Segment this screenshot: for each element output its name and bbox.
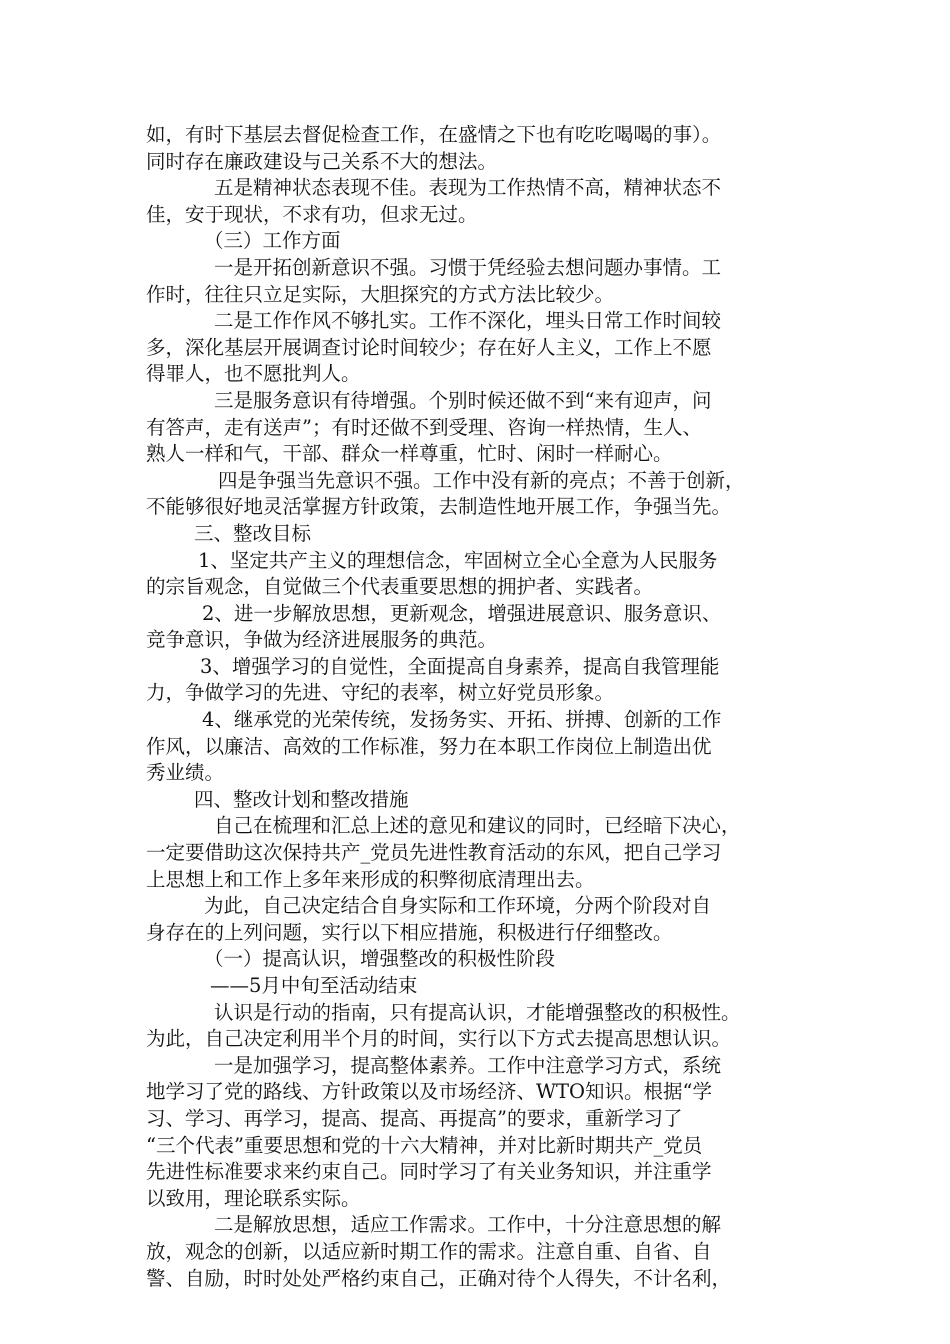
text-line: 一是加强学习，提高整体素养。工作中注意学习方式，系统 (214, 1053, 722, 1077)
text-line: 习、学习、再学习，提高、提高、再提高”的要求，重新学习了 (146, 1106, 683, 1130)
text-line: “三个代表”重要思想和党的十六大精神，并对比新时期共产_党员 (146, 1133, 703, 1157)
text-line: 如，有时下基层去督促检查工作，在盛情之下也有吃吃喝喝的事）。 (146, 123, 722, 146)
text-line: 同时存在廉政建设与己关系不大的想法。 (146, 149, 498, 173)
text-line: 不能够很好地灵活掌握方针政策，去制造性地开展工作，争强当先。 (146, 495, 732, 519)
text-line: 先进性标准要求来约束自己。同时学习了有关业务知识，并注重学 (146, 1160, 712, 1184)
text-line: 自己在梳理和汇总上述的意见和建议的同时，已经暗下决心， (214, 814, 741, 838)
text-line: 熟人一样和气，干部、群众一样尊重，忙时、闲时一样耐心。 (146, 442, 673, 466)
text-line: 一是开拓创新意识不强。习惯于凭经验去想问题办事情。工 (214, 255, 722, 279)
text-line: （一）提高认识，增强整改的积极性阶段 (204, 947, 556, 971)
text-line: 四是争强当先意识不强。工作中没有新的亮点；不善于创新， (218, 468, 745, 492)
text-line: 认识是行动的指南，只有提高认识，才能增强整改的积极性。 (214, 1000, 741, 1024)
text-line: 三是服务意识有待增强。个别时候还做不到“来有迎声，问 (214, 388, 712, 412)
text-line: 以致用，理论联系实际。 (146, 1186, 361, 1210)
text-line: 竞争意识，争做为经济进展服务的典范。 (146, 628, 498, 652)
text-line: 的宗旨观念，自觉做三个代表重要思想的拥护者、实践者。 (146, 575, 654, 599)
text-line: 3、增强学习的自觉性，全面提高自身素养，提高自我管理能 (200, 654, 720, 678)
text-line: 有答声，走有送声”；有时还做不到受理、咨询一样热情，生人、 (146, 415, 702, 439)
text-line: 身存在的上列问题，实行以下相应措施，积极进行仔细整改。 (146, 920, 673, 944)
text-line: 四、整改计划和整改措施 (194, 787, 409, 811)
text-line: 作风，以廉洁、高效的工作标准，努力在本职工作岗位上制造出优 (146, 734, 712, 758)
text-line: ——5月中旬至活动结束 (210, 974, 418, 997)
text-line: （三）工作方面 (204, 229, 341, 253)
text-line: 上思想上和工作上多年来形成的积弊彻底清理出去。 (146, 867, 595, 891)
text-line: 为此，自己决定结合自身实际和工作环境，分两个阶段对自 (204, 894, 712, 918)
text-line: 二是解放思想，适应工作需求。工作中，十分注意思想的解 (214, 1213, 722, 1237)
text-line: 一定要借助这次保持共产_党员先进性教育活动的东风，把自己学习 (146, 841, 722, 865)
text-line: 2、进一步解放思想，更新观念，增强进展意识、服务意识、 (202, 601, 722, 625)
text-line: 力，争做学习的先进、守纪的表率，树立好党员形象。 (146, 681, 615, 705)
text-line: 作时，往往只立足实际，大胆探究的方式方法比较少。 (146, 282, 615, 306)
text-line: 二是工作作风不够扎实。工作不深化，埋头日常工作时间较 (214, 309, 722, 333)
text-line: 得罪人，也不愿批判人。 (146, 362, 361, 386)
text-line: 秀业绩。 (146, 761, 225, 785)
text-line: 4、继承党的光荣传统，发扬务实、开拓、拼搏、创新的工作 (202, 708, 722, 732)
document-body (146, 122, 826, 1292)
text-line: 多，深化基层开展调查讨论时间较少；存在好人主义，工作上不愿 (146, 335, 712, 359)
text-line: 为此，自己决定利用半个月的时间，实行以下方式去提高思想认识。 (146, 1027, 732, 1051)
text-line: 警、自励，时时处处严格约束自己，正确对待个人得失，不计名利， (146, 1266, 732, 1290)
text-line: 三、整改目标 (194, 521, 312, 545)
text-line: 佳，安于现状，不求有功，但求无过。 (146, 202, 478, 226)
text-line: 放，观念的创新，以适应新时期工作的需求。注意自重、自省、自 (146, 1239, 712, 1263)
text-line: 五是精神状态表现不佳。表现为工作热情不高，精神状态不 (214, 176, 722, 200)
text-line: 1、坚定共产主义的理想信念，牢固树立全心全意为人民服务 (198, 548, 718, 572)
text-line: 地学习了党的路线、方针政策以及市场经济、WTO知识。根据“学 (146, 1080, 713, 1104)
